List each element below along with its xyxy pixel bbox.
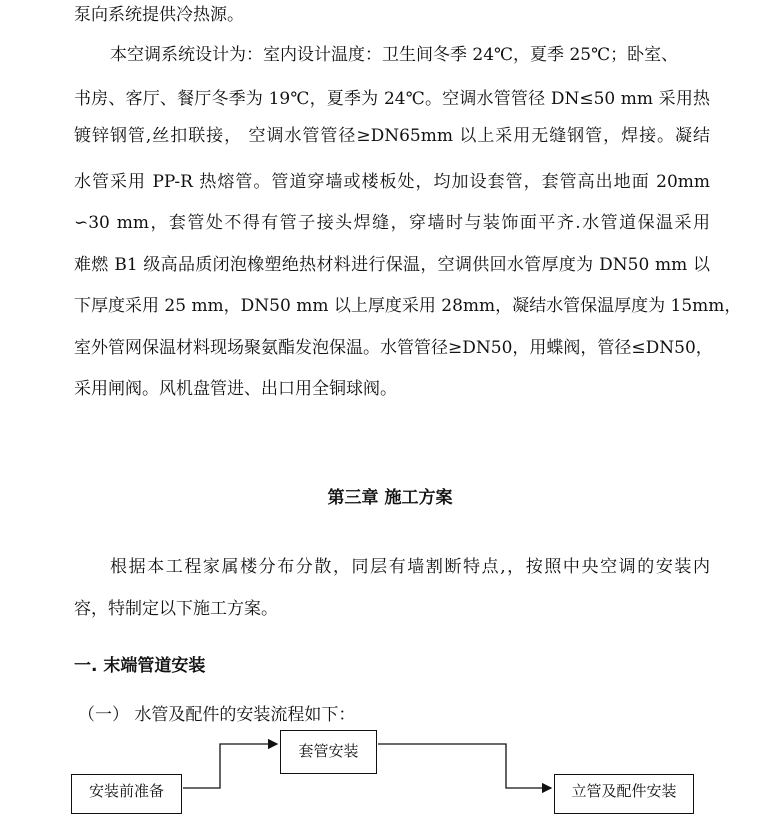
paragraph-line: 水管采用 PP-R 热熔管。管道穿墙或楼板处，均加设套管，套管高出地面 20mm	[74, 172, 710, 192]
paragraph-line: 难燃 B1 级高品质闭泡橡塑绝热材料进行保温，空调供回水管厚度为 DN50 mm 以	[74, 255, 710, 275]
paragraph-line: 本空调系统设计为：室内设计温度：卫生间冬季 24℃，夏季 25℃；卧室、	[110, 45, 679, 65]
intro-line: 容，特制定以下施工方案。	[74, 599, 278, 619]
arrow-sleeve-to-riser	[378, 744, 551, 788]
paragraph-line: 采用闸阀。风机盘管进、出口用全铜球阀。	[74, 379, 397, 399]
flow-box-label: 立管及配件安装	[571, 782, 677, 800]
paragraph-line: ∽30 mm，套管处不得有管子接头焊缝，穿墙时与装饰面平齐.水管道保温采用	[74, 213, 710, 233]
flow-box-riser	[554, 774, 694, 814]
paragraph-line: 泵向系统提供冷热源。	[74, 5, 244, 25]
chapter-title: 第三章 施工方案	[327, 488, 453, 508]
paragraph-line: 镀锌钢管,丝扣联接， 空调水管管径≥DN65mm 以上采用无缝钢管，焊接。凝结	[74, 126, 710, 146]
flow-box-sleeve	[280, 730, 377, 774]
arrow-prepare-to-sleeve	[183, 744, 277, 788]
section-heading: 一. 末端管道安装	[74, 656, 206, 676]
flow-box-label: 安装前准备	[88, 782, 164, 800]
flow-box-label: 套管安装	[298, 742, 359, 760]
subsection-label: （一） 水管及配件的安装流程如下：	[78, 705, 356, 725]
intro-line: 根据本工程家属楼分布分散，同层有墙割断特点,，按照中央空调的安装内	[110, 557, 710, 577]
paragraph-line: 书房、客厅、餐厅冬季为 19℃，夏季为 24℃。空调水管管径 DN≤50 mm 采用热	[74, 89, 710, 109]
paragraph-line: 室外管网保温材料现场聚氨酯发泡保温。水管管径≥DN50，用蝶阀，管径≤DN50，	[74, 338, 713, 358]
paragraph-line: 下厚度采用 25 mm，DN50 mm 以上厚度采用 28mm，凝结水管保温厚度为 15mm，	[74, 296, 742, 316]
flow-box-prepare	[71, 774, 182, 814]
